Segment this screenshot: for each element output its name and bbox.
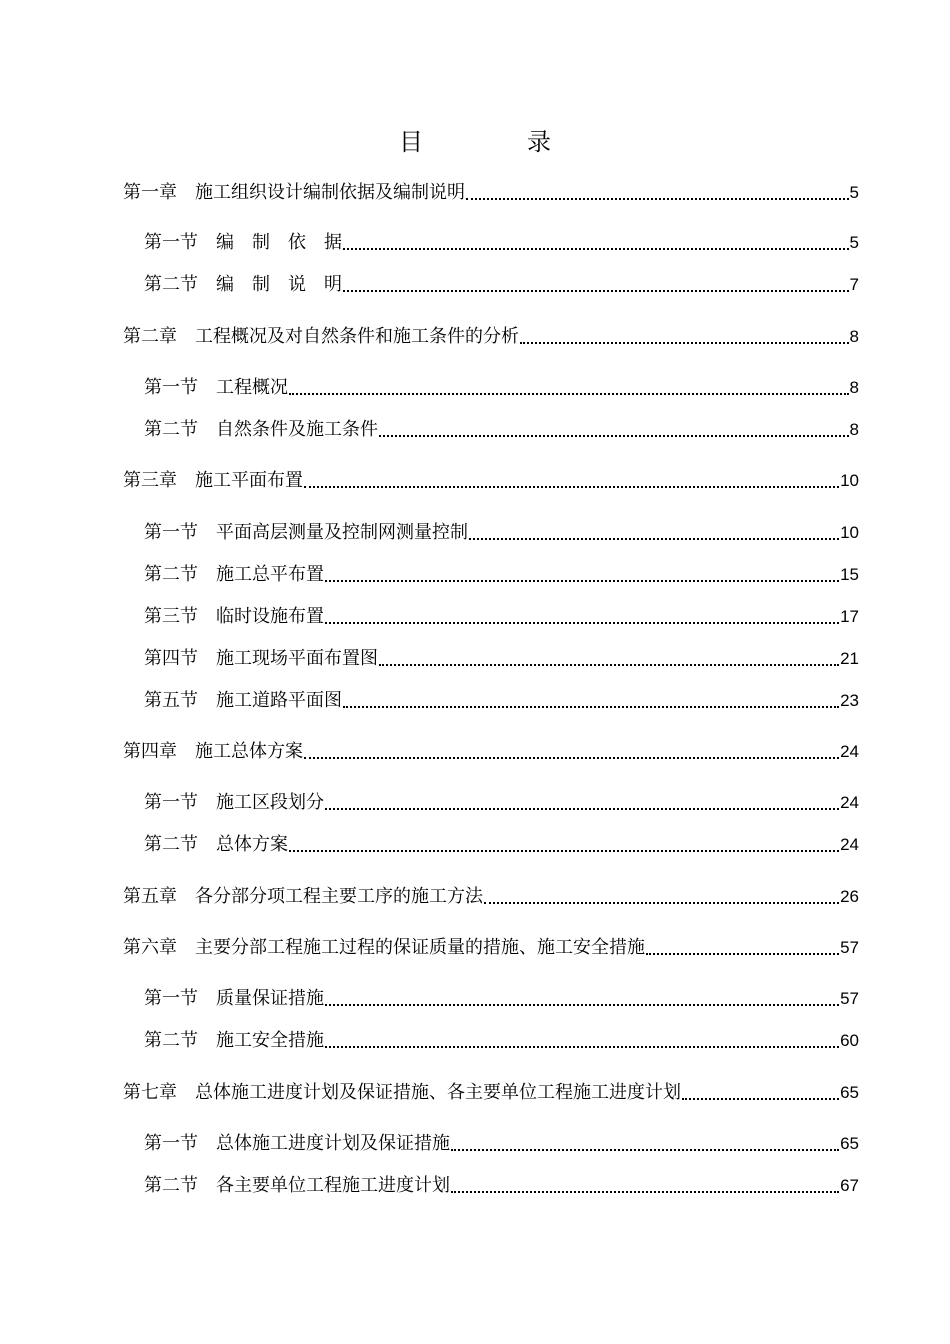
toc-label: 第一节 (144, 988, 198, 1009)
toc-label: 第三章 (123, 470, 177, 491)
toc-label: 第一节 (144, 792, 198, 813)
toc-page-number: 24 (840, 793, 859, 812)
toc-section[interactable] (144, 605, 859, 629)
toc-label: 第二节 (144, 834, 198, 855)
dot-leader (325, 1040, 839, 1048)
toc-section[interactable] (144, 1029, 859, 1053)
toc-text: 施工总平布置 (216, 564, 324, 585)
dot-leader (682, 1092, 839, 1100)
toc-text: 施工现场平面布置图 (216, 648, 378, 669)
toc-label: 第六章 (123, 937, 177, 958)
toc-chapter[interactable] (123, 936, 859, 960)
dot-leader (289, 387, 849, 395)
dot-leader (325, 616, 839, 624)
toc-label: 第五章 (123, 886, 177, 907)
toc-page-number: 15 (840, 565, 859, 584)
toc-chapter[interactable] (123, 469, 859, 493)
toc-section[interactable] (144, 563, 859, 587)
dot-leader (343, 242, 849, 250)
toc-section[interactable] (144, 273, 859, 297)
toc-page-number: 23 (840, 691, 859, 710)
toc-section[interactable] (144, 418, 859, 442)
toc-label: 第一节 (144, 232, 198, 253)
toc-page-number: 24 (840, 835, 859, 854)
dot-leader (451, 1143, 839, 1151)
toc-label: 第一节 (144, 1133, 198, 1154)
toc-page-number: 10 (840, 523, 859, 542)
toc-text: 编 制 依 据 (216, 232, 342, 253)
dot-leader (469, 532, 839, 540)
dot-leader (379, 658, 839, 666)
toc-label: 第五节 (144, 690, 198, 711)
toc-page-number: 5 (849, 183, 859, 202)
toc-page-number: 57 (840, 938, 859, 957)
toc-text: 施工组织设计编制依据及编制说明 (195, 182, 465, 203)
toc-page-number: 57 (840, 989, 859, 1008)
toc-text: 质量保证措施 (216, 988, 324, 1009)
toc-label: 第二章 (123, 326, 177, 347)
toc-page-number: 65 (840, 1083, 859, 1102)
toc-text: 主要分部工程施工过程的保证质量的措施、施工安全措施 (195, 937, 645, 958)
toc-section[interactable] (144, 376, 859, 400)
toc-label: 第四章 (123, 741, 177, 762)
toc-section[interactable] (144, 987, 859, 1011)
toc-text: 总体施工进度计划及保证措施 (216, 1133, 450, 1154)
toc-label: 第三节 (144, 606, 198, 627)
toc-text: 总体施工进度计划及保证措施、各主要单位工程施工进度计划 (195, 1082, 681, 1103)
toc-chapter[interactable] (123, 740, 859, 764)
toc-text: 工程概况 (216, 377, 288, 398)
toc-section[interactable] (144, 1174, 859, 1198)
toc-page-number: 24 (840, 742, 859, 761)
toc-label: 第四节 (144, 648, 198, 669)
toc-page-number: 8 (849, 378, 859, 397)
toc-section[interactable] (144, 791, 859, 815)
dot-leader (289, 844, 839, 852)
dot-leader (484, 896, 839, 904)
toc-page-number: 8 (849, 327, 859, 346)
toc-label: 第二节 (144, 419, 198, 440)
toc-page-number: 7 (849, 275, 859, 294)
toc-text: 施工道路平面图 (216, 690, 342, 711)
dot-leader (325, 998, 839, 1006)
toc-section[interactable] (144, 231, 859, 255)
toc-chapter[interactable] (123, 885, 859, 909)
dot-leader (304, 751, 839, 759)
toc-section[interactable] (144, 521, 859, 545)
dot-leader (520, 336, 849, 344)
toc-section[interactable] (144, 647, 859, 671)
toc-page-number: 5 (849, 233, 859, 252)
dot-leader (451, 1185, 839, 1193)
toc-text: 自然条件及施工条件 (216, 419, 378, 440)
toc-text: 总体方案 (216, 834, 288, 855)
toc-text: 施工总体方案 (195, 741, 303, 762)
toc-label: 第二节 (144, 564, 198, 585)
toc-section[interactable] (144, 689, 859, 713)
toc-page-number: 67 (840, 1176, 859, 1195)
toc-page-number: 21 (840, 649, 859, 668)
toc-page-number: 26 (840, 887, 859, 906)
dot-leader (379, 429, 849, 437)
toc-text: 平面高层测量及控制网测量控制 (216, 522, 468, 543)
toc-title: 目 录 (399, 128, 591, 156)
toc-text: 施工区段划分 (216, 792, 324, 813)
toc-text: 各分部分项工程主要工序的施工方法 (195, 886, 483, 907)
toc-chapter[interactable] (123, 325, 859, 349)
toc-label: 第二节 (144, 1175, 198, 1196)
toc-text: 各主要单位工程施工进度计划 (216, 1175, 450, 1196)
toc-label: 第一节 (144, 377, 198, 398)
dot-leader (325, 802, 839, 810)
toc-label: 第二节 (144, 1030, 198, 1051)
toc-chapter[interactable] (123, 1081, 859, 1105)
toc-page-number: 60 (840, 1031, 859, 1050)
toc-page-number: 8 (849, 420, 859, 439)
dot-leader (343, 700, 839, 708)
toc-text: 施工平面布置 (195, 470, 303, 491)
toc-chapter[interactable] (123, 181, 859, 205)
toc-text: 编 制 说 明 (216, 274, 342, 295)
toc-page-number: 17 (840, 607, 859, 626)
dot-leader (343, 284, 849, 292)
toc-page-number: 65 (840, 1134, 859, 1153)
toc-label: 第一章 (123, 182, 177, 203)
toc-label: 第二节 (144, 274, 198, 295)
toc-section[interactable] (144, 833, 859, 857)
dot-leader (325, 574, 839, 582)
toc-text: 临时设施布置 (216, 606, 324, 627)
toc-section[interactable] (144, 1132, 859, 1156)
toc-text: 施工安全措施 (216, 1030, 324, 1051)
toc-page-number: 10 (840, 471, 859, 490)
toc-label: 第七章 (123, 1082, 177, 1103)
dot-leader (304, 480, 839, 488)
dot-leader (646, 947, 839, 955)
toc-text: 工程概况及对自然条件和施工条件的分析 (195, 326, 519, 347)
toc-label: 第一节 (144, 522, 198, 543)
dot-leader (466, 192, 849, 200)
